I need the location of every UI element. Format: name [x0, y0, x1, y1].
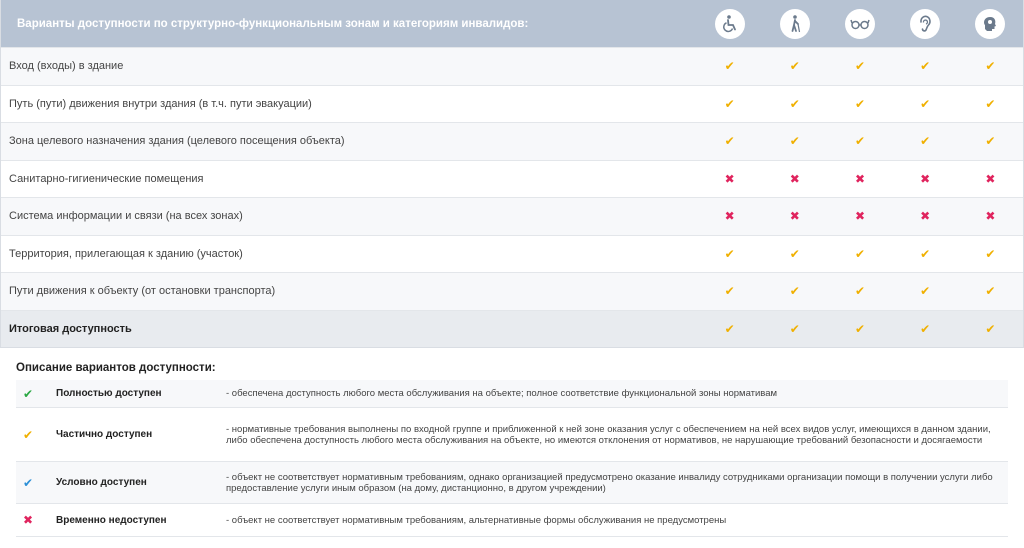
zone-label: Зона целевого назначения здания (целевого посещения объекта) — [9, 135, 345, 148]
unavailable-cross-icon: ✖ — [22, 513, 34, 527]
table-row — [1, 197, 1023, 235]
legend-item — [16, 462, 1008, 504]
unavailable-cross-icon: ✖ — [789, 209, 800, 224]
partial-check-icon: ✔ — [985, 134, 996, 149]
partial-check-icon: ✔ — [920, 246, 931, 261]
head-icon — [975, 9, 1005, 39]
partial-check-icon: ✔ — [985, 321, 996, 336]
legend-item — [16, 408, 1008, 462]
table-title: Варианты доступности по структурно-функциональным зонам и категориям инвалидов: — [17, 17, 529, 30]
table-row — [1, 47, 1023, 85]
legend-item — [16, 380, 1008, 408]
accessibility-legend — [16, 362, 1008, 537]
legend-desc: - объект не соответствует нормативным требованиям, однако организацией предусмотрено оказание инвалиду сотрудниками организации помощи в получении услуги либо предоставление услуги иным образом (на дому, дистанционно, в другом учреждении) — [226, 471, 993, 494]
table-body — [1, 47, 1023, 347]
total-label: Итоговая доступность — [9, 322, 132, 335]
partial-check-icon: ✔ — [724, 134, 735, 149]
glasses-icon — [845, 9, 875, 39]
unavailable-cross-icon: ✖ — [985, 209, 996, 224]
partial-check-icon: ✔ — [724, 284, 735, 299]
ear-icon — [910, 9, 940, 39]
zone-label: Санитарно-гигиенические помещения — [9, 172, 204, 185]
table-row — [1, 122, 1023, 160]
partial-check-icon: ✔ — [854, 284, 865, 299]
full-check-icon: ✔ — [22, 386, 34, 401]
total-row — [1, 310, 1023, 348]
partial-check-icon: ✔ — [724, 96, 735, 111]
legend-name: Полностью доступен — [56, 388, 162, 399]
zone-label: Путь (пути) движения внутри здания (в т.ч. пути эвакуации) — [9, 97, 312, 110]
legend-item — [16, 504, 1008, 537]
partial-check-icon: ✔ — [985, 96, 996, 111]
partial-check-icon: ✔ — [985, 59, 996, 74]
legend-desc: - обеспечена доступность любого места обслуживания на объекте; полное соответствие функциональной зоны нормативам — [226, 388, 778, 399]
zone-label: Территория, прилегающая к зданию (участок) — [9, 247, 243, 260]
conditional-check-icon: ✔ — [22, 475, 34, 490]
partial-check-icon: ✔ — [724, 59, 735, 74]
partial-check-icon: ✔ — [854, 321, 865, 336]
partial-check-icon: ✔ — [854, 134, 865, 149]
partial-check-icon: ✔ — [789, 134, 800, 149]
partial-check-icon: ✔ — [854, 96, 865, 111]
partial-check-icon: ✔ — [920, 284, 931, 299]
legend-name: Условно доступен — [56, 477, 147, 488]
zone-label: Вход (входы) в здание — [9, 60, 124, 73]
table-row — [1, 85, 1023, 123]
table-row — [1, 272, 1023, 310]
unavailable-cross-icon: ✖ — [920, 209, 931, 224]
legend-title: Описание вариантов доступности: — [16, 362, 216, 374]
legend-desc: - объект не соответствует нормативным требованиям, альтернативные формы обслуживания не предусмотрены — [226, 514, 727, 526]
partial-check-icon: ✔ — [724, 321, 735, 336]
partial-check-icon: ✔ — [854, 59, 865, 74]
partial-check-icon: ✔ — [920, 134, 931, 149]
partial-check-icon: ✔ — [22, 427, 34, 442]
zone-label: Система информации и связи (на всех зонах) — [9, 210, 243, 223]
partial-check-icon: ✔ — [920, 59, 931, 74]
zone-label: Пути движения к объекту (от остановки транспорта) — [9, 285, 276, 298]
cane-walker-icon — [780, 9, 810, 39]
unavailable-cross-icon: ✖ — [920, 171, 931, 186]
partial-check-icon: ✔ — [985, 284, 996, 299]
unavailable-cross-icon: ✖ — [789, 171, 800, 186]
unavailable-cross-icon: ✖ — [854, 209, 865, 224]
unavailable-cross-icon: ✖ — [985, 171, 996, 186]
table-row — [1, 160, 1023, 198]
unavailable-cross-icon: ✖ — [724, 209, 735, 224]
legend-name: Временно недоступен — [56, 514, 167, 526]
table-header — [1, 0, 1023, 47]
unavailable-cross-icon: ✖ — [724, 171, 735, 186]
partial-check-icon: ✔ — [789, 96, 800, 111]
category-icons — [697, 0, 1023, 47]
partial-check-icon: ✔ — [789, 246, 800, 261]
legend-name: Частично доступен — [56, 429, 153, 440]
partial-check-icon: ✔ — [789, 284, 800, 299]
partial-check-icon: ✔ — [920, 96, 931, 111]
legend-desc: - нормативные требования выполнены по входной группе и приближенной к ней зоне оказания услуг с обеспечением на ней всех видов услуг, имеющихся в данном здании, либо обеспечена доступность любого места обслуживания на объекте, но имеются отклонения от нормативов, не нарушающие требований безопасности и досягаемости — [226, 423, 991, 446]
partial-check-icon: ✔ — [789, 59, 800, 74]
wheelchair-icon — [715, 9, 745, 39]
partial-check-icon: ✔ — [789, 321, 800, 336]
partial-check-icon: ✔ — [854, 246, 865, 261]
table-row — [1, 235, 1023, 273]
partial-check-icon: ✔ — [920, 321, 931, 336]
partial-check-icon: ✔ — [724, 246, 735, 261]
unavailable-cross-icon: ✖ — [854, 171, 865, 186]
partial-check-icon: ✔ — [985, 246, 996, 261]
